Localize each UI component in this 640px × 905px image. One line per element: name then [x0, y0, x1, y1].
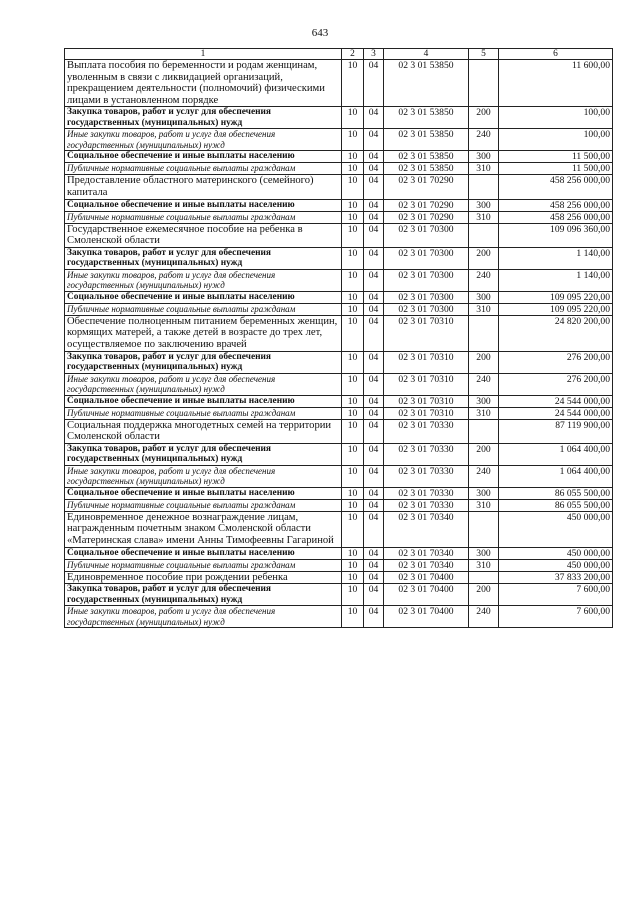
table-row	[65, 175, 613, 199]
table-row	[65, 315, 613, 351]
page-number: 643	[311, 27, 329, 39]
subsection-code-cell: 04	[364, 407, 384, 419]
section-code-cell: 10	[342, 351, 364, 373]
subsection-code-cell: 04	[364, 511, 384, 547]
table-header-row	[65, 49, 613, 60]
table-row	[65, 559, 613, 571]
section-code-cell: 10	[342, 291, 364, 303]
target-article-cell: 02 3 01 70290	[384, 199, 469, 211]
section-code-cell: 10	[342, 465, 364, 487]
subsection-code-cell: 04	[364, 303, 384, 315]
amount-cell: 24 544 000,00	[499, 395, 613, 407]
row-name-cell: Социальное обеспечение и иные выплаты населению	[65, 395, 342, 407]
subsection-code-cell: 04	[364, 584, 384, 606]
column-header: 5	[469, 49, 499, 60]
subsection-code-cell: 04	[364, 487, 384, 499]
amount-cell: 1 064 400,00	[499, 443, 613, 465]
subsection-code-cell: 04	[364, 129, 384, 151]
row-name-cell: Закупка товаров, работ и услуг для обеспечения государственных (муниципальных) нужд	[65, 247, 342, 269]
amount-cell: 109 095 220,00	[499, 303, 613, 315]
row-name-cell: Государственное ежемесячное пособие на ребенка в Смоленской области	[65, 223, 342, 247]
row-name-cell: Социальное обеспечение и иные выплаты населению	[65, 151, 342, 163]
target-article-cell: 02 3 01 70300	[384, 223, 469, 247]
expense-type-cell: 240	[469, 129, 499, 151]
subsection-code-cell: 04	[364, 60, 384, 107]
row-name-cell: Единовременное пособие при рождении ребенка	[65, 571, 342, 584]
row-name-cell: Публичные нормативные социальные выплаты гражданам	[65, 303, 342, 315]
expense-type-cell: 310	[469, 163, 499, 175]
subsection-code-cell: 04	[364, 107, 384, 129]
table-row	[65, 247, 613, 269]
subsection-code-cell: 04	[364, 211, 384, 223]
subsection-code-cell: 04	[364, 419, 384, 443]
target-article-cell: 02 3 01 70290	[384, 175, 469, 199]
target-article-cell: 02 3 01 70340	[384, 511, 469, 547]
table-row	[65, 584, 613, 606]
target-article-cell: 02 3 01 70400	[384, 571, 469, 584]
table-row	[65, 407, 613, 419]
target-article-cell: 02 3 01 53850	[384, 163, 469, 175]
target-article-cell: 02 3 01 70330	[384, 443, 469, 465]
section-code-cell: 10	[342, 107, 364, 129]
amount-cell: 1 140,00	[499, 269, 613, 291]
section-code-cell: 10	[342, 407, 364, 419]
row-name-cell: Выплата пособия по беременности и родам женщинам, уволенным в связи с ликвидацией организаций, прекращением деятельности (полномочий) физическими лицами в установленном порядке	[65, 60, 342, 107]
section-code-cell: 10	[342, 584, 364, 606]
row-name-cell: Социальное обеспечение и иные выплаты населению	[65, 487, 342, 499]
column-header: 3	[364, 49, 384, 60]
amount-cell: 24 544 000,00	[499, 407, 613, 419]
amount-cell: 458 256 000,00	[499, 211, 613, 223]
amount-cell: 11 500,00	[499, 151, 613, 163]
amount-cell: 109 095 220,00	[499, 291, 613, 303]
table-row	[65, 199, 613, 211]
row-name-cell: Иные закупки товаров, работ и услуг для обеспечения государственных (муниципальных) нужд	[65, 606, 342, 628]
amount-cell: 458 256 000,00	[499, 175, 613, 199]
section-code-cell: 10	[342, 395, 364, 407]
target-article-cell: 02 3 01 70330	[384, 465, 469, 487]
row-name-cell: Закупка товаров, работ и услуг для обеспечения государственных (муниципальных) нужд	[65, 107, 342, 129]
expense-type-cell: 200	[469, 443, 499, 465]
table-row	[65, 571, 613, 584]
expense-type-cell	[469, 511, 499, 547]
expense-type-cell: 200	[469, 247, 499, 269]
table-row	[65, 443, 613, 465]
column-header: 2	[342, 49, 364, 60]
section-code-cell: 10	[342, 499, 364, 511]
target-article-cell: 02 3 01 53850	[384, 107, 469, 129]
section-code-cell: 10	[342, 60, 364, 107]
amount-cell: 7 600,00	[499, 584, 613, 606]
amount-cell: 100,00	[499, 107, 613, 129]
row-name-cell: Публичные нормативные социальные выплаты гражданам	[65, 163, 342, 175]
column-header: 4	[384, 49, 469, 60]
section-code-cell: 10	[342, 559, 364, 571]
expense-type-cell: 240	[469, 269, 499, 291]
row-name-cell: Закупка товаров, работ и услуг для обеспечения государственных (муниципальных) нужд	[65, 443, 342, 465]
amount-cell: 7 600,00	[499, 606, 613, 628]
subsection-code-cell: 04	[364, 351, 384, 373]
table-row	[65, 606, 613, 628]
section-code-cell: 10	[342, 223, 364, 247]
row-name-cell: Обеспечение полноценным питанием беременных женщин, кормящих матерей, а также детей в возрасте до трех лет, осуществляемое по заключению врачей	[65, 315, 342, 351]
target-article-cell: 02 3 01 53850	[384, 60, 469, 107]
target-article-cell: 02 3 01 70340	[384, 559, 469, 571]
column-header: 1	[65, 49, 342, 60]
row-name-cell: Социальное обеспечение и иные выплаты населению	[65, 291, 342, 303]
section-code-cell: 10	[342, 547, 364, 559]
subsection-code-cell: 04	[364, 269, 384, 291]
subsection-code-cell: 04	[364, 247, 384, 269]
subsection-code-cell: 04	[364, 315, 384, 351]
subsection-code-cell: 04	[364, 465, 384, 487]
row-name-cell: Публичные нормативные социальные выплаты гражданам	[65, 407, 342, 419]
subsection-code-cell: 04	[364, 163, 384, 175]
section-code-cell: 10	[342, 443, 364, 465]
expense-type-cell: 240	[469, 465, 499, 487]
table-row	[65, 129, 613, 151]
amount-cell: 11 500,00	[499, 163, 613, 175]
amount-cell: 450 000,00	[499, 511, 613, 547]
expense-type-cell: 300	[469, 547, 499, 559]
subsection-code-cell: 04	[364, 559, 384, 571]
expense-type-cell: 240	[469, 373, 499, 395]
table-row	[65, 373, 613, 395]
expense-type-cell	[469, 223, 499, 247]
target-article-cell: 02 3 01 70290	[384, 211, 469, 223]
budget-table	[64, 48, 613, 628]
section-code-cell: 10	[342, 175, 364, 199]
table-row	[65, 163, 613, 175]
subsection-code-cell: 04	[364, 571, 384, 584]
target-article-cell: 02 3 01 70340	[384, 547, 469, 559]
table-row	[65, 547, 613, 559]
table-body	[65, 60, 613, 628]
row-name-cell: Социальная поддержка многодетных семей на территории Смоленской области	[65, 419, 342, 443]
target-article-cell: 02 3 01 70330	[384, 487, 469, 499]
table-row	[65, 465, 613, 487]
row-name-cell: Публичные нормативные социальные выплаты гражданам	[65, 499, 342, 511]
expense-type-cell	[469, 175, 499, 199]
row-name-cell: Единовременное денежное вознаграждение лицам, награжденным почетным знаком Смоленской области «Материнская слава» имени Анны Тимофеевны Гагариной	[65, 511, 342, 547]
subsection-code-cell: 04	[364, 499, 384, 511]
table-row	[65, 419, 613, 443]
table-row	[65, 223, 613, 247]
expense-type-cell: 300	[469, 291, 499, 303]
amount-cell: 86 055 500,00	[499, 487, 613, 499]
row-name-cell: Публичные нормативные социальные выплаты гражданам	[65, 559, 342, 571]
subsection-code-cell: 04	[364, 151, 384, 163]
expense-type-cell: 310	[469, 407, 499, 419]
amount-cell: 24 820 200,00	[499, 315, 613, 351]
expense-type-cell	[469, 60, 499, 107]
subsection-code-cell: 04	[364, 443, 384, 465]
row-name-cell: Иные закупки товаров, работ и услуг для обеспечения государственных (муниципальных) нужд	[65, 269, 342, 291]
target-article-cell: 02 3 01 70310	[384, 395, 469, 407]
expense-type-cell: 310	[469, 499, 499, 511]
expense-type-cell	[469, 315, 499, 351]
target-article-cell: 02 3 01 70300	[384, 291, 469, 303]
target-article-cell: 02 3 01 70300	[384, 247, 469, 269]
section-code-cell: 10	[342, 511, 364, 547]
expense-type-cell	[469, 419, 499, 443]
subsection-code-cell: 04	[364, 547, 384, 559]
row-name-cell: Социальное обеспечение и иные выплаты населению	[65, 547, 342, 559]
target-article-cell: 02 3 01 70310	[384, 407, 469, 419]
row-name-cell: Иные закупки товаров, работ и услуг для обеспечения государственных (муниципальных) нужд	[65, 373, 342, 395]
expense-type-cell: 200	[469, 584, 499, 606]
section-code-cell: 10	[342, 247, 364, 269]
subsection-code-cell: 04	[364, 291, 384, 303]
section-code-cell: 10	[342, 163, 364, 175]
table-row	[65, 269, 613, 291]
target-article-cell: 02 3 01 70330	[384, 499, 469, 511]
table-row	[65, 60, 613, 107]
section-code-cell: 10	[342, 129, 364, 151]
section-code-cell: 10	[342, 151, 364, 163]
subsection-code-cell: 04	[364, 395, 384, 407]
amount-cell: 1 064 400,00	[499, 465, 613, 487]
expense-type-cell: 300	[469, 199, 499, 211]
amount-cell: 109 096 360,00	[499, 223, 613, 247]
amount-cell: 86 055 500,00	[499, 499, 613, 511]
table-row	[65, 291, 613, 303]
table-row	[65, 351, 613, 373]
row-name-cell: Публичные нормативные социальные выплаты гражданам	[65, 211, 342, 223]
table-row	[65, 487, 613, 499]
table-row	[65, 303, 613, 315]
row-name-cell: Предоставление областного материнского (семейного) капитала	[65, 175, 342, 199]
target-article-cell: 02 3 01 70310	[384, 315, 469, 351]
subsection-code-cell: 04	[364, 175, 384, 199]
amount-cell: 276 200,00	[499, 351, 613, 373]
section-code-cell: 10	[342, 419, 364, 443]
section-code-cell: 10	[342, 606, 364, 628]
target-article-cell: 02 3 01 70300	[384, 303, 469, 315]
amount-cell: 276 200,00	[499, 373, 613, 395]
table-row	[65, 151, 613, 163]
expense-type-cell: 300	[469, 151, 499, 163]
column-header: 6	[499, 49, 613, 60]
amount-cell: 100,00	[499, 129, 613, 151]
expense-type-cell: 300	[469, 487, 499, 499]
amount-cell: 1 140,00	[499, 247, 613, 269]
expense-type-cell: 310	[469, 303, 499, 315]
target-article-cell: 02 3 01 70330	[384, 419, 469, 443]
amount-cell: 37 833 200,00	[499, 571, 613, 584]
expense-type-cell: 200	[469, 107, 499, 129]
section-code-cell: 10	[342, 571, 364, 584]
section-code-cell: 10	[342, 373, 364, 395]
target-article-cell: 02 3 01 53850	[384, 129, 469, 151]
table-row	[65, 107, 613, 129]
subsection-code-cell: 04	[364, 373, 384, 395]
amount-cell: 458 256 000,00	[499, 199, 613, 211]
amount-cell: 450 000,00	[499, 547, 613, 559]
table-row	[65, 511, 613, 547]
row-name-cell: Закупка товаров, работ и услуг для обеспечения государственных (муниципальных) нужд	[65, 584, 342, 606]
row-name-cell: Иные закупки товаров, работ и услуг для обеспечения государственных (муниципальных) нужд	[65, 465, 342, 487]
section-code-cell: 10	[342, 487, 364, 499]
section-code-cell: 10	[342, 269, 364, 291]
target-article-cell: 02 3 01 70310	[384, 373, 469, 395]
table-row	[65, 499, 613, 511]
expense-type-cell: 240	[469, 606, 499, 628]
subsection-code-cell: 04	[364, 223, 384, 247]
row-name-cell: Социальное обеспечение и иные выплаты населению	[65, 199, 342, 211]
target-article-cell: 02 3 01 70400	[384, 606, 469, 628]
row-name-cell: Иные закупки товаров, работ и услуг для обеспечения государственных (муниципальных) нужд	[65, 129, 342, 151]
amount-cell: 450 000,00	[499, 559, 613, 571]
section-code-cell: 10	[342, 303, 364, 315]
section-code-cell: 10	[342, 199, 364, 211]
target-article-cell: 02 3 01 70310	[384, 351, 469, 373]
target-article-cell: 02 3 01 70400	[384, 584, 469, 606]
amount-cell: 87 119 900,00	[499, 419, 613, 443]
target-article-cell: 02 3 01 70300	[384, 269, 469, 291]
expense-type-cell: 300	[469, 395, 499, 407]
table-row	[65, 211, 613, 223]
row-name-cell: Закупка товаров, работ и услуг для обеспечения государственных (муниципальных) нужд	[65, 351, 342, 373]
expense-type-cell: 310	[469, 559, 499, 571]
subsection-code-cell: 04	[364, 199, 384, 211]
target-article-cell: 02 3 01 53850	[384, 151, 469, 163]
section-code-cell: 10	[342, 211, 364, 223]
expense-type-cell	[469, 571, 499, 584]
section-code-cell: 10	[342, 315, 364, 351]
expense-type-cell: 310	[469, 211, 499, 223]
subsection-code-cell: 04	[364, 606, 384, 628]
table-row	[65, 395, 613, 407]
expense-type-cell: 200	[469, 351, 499, 373]
amount-cell: 11 600,00	[499, 60, 613, 107]
